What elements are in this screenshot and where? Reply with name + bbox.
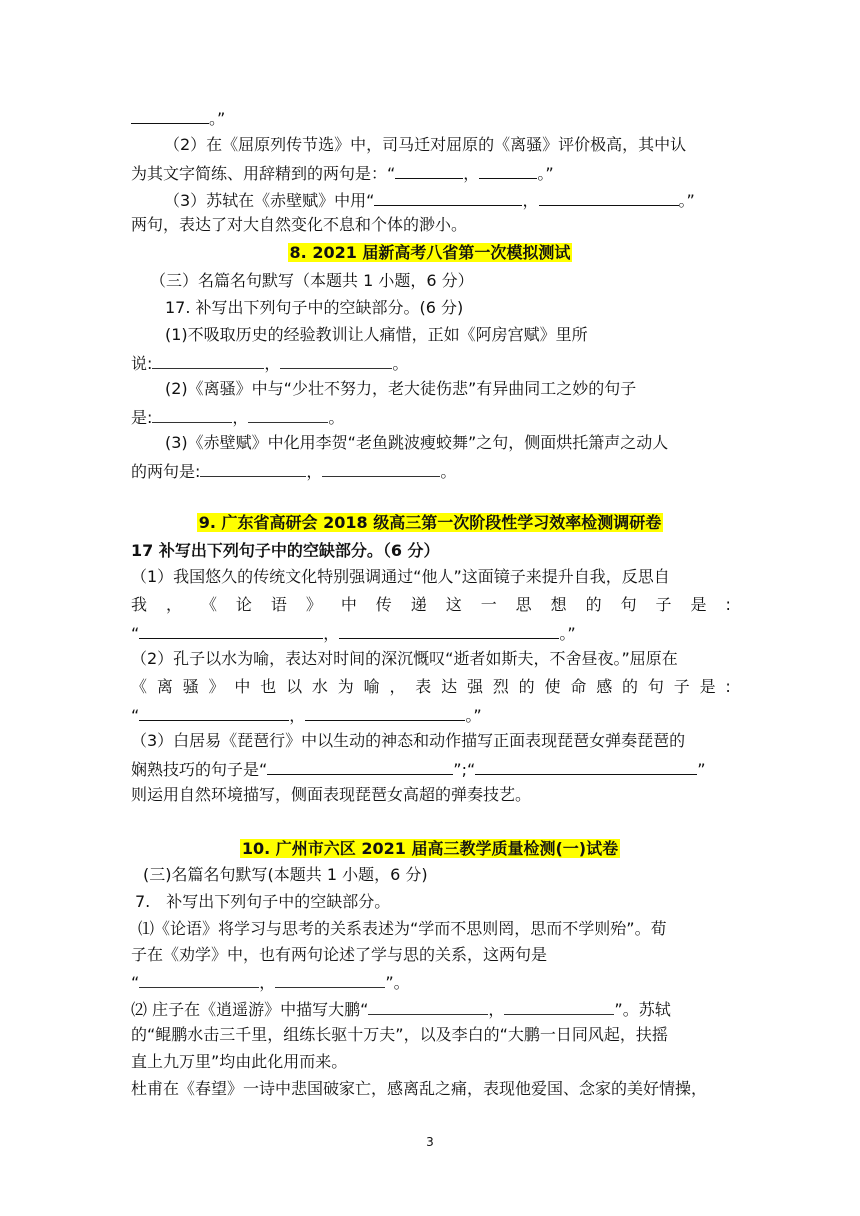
s10-q1-cont: 子在《劝学》中，也有两句论述了学与思的关系，这两句是 [131,945,548,964]
answer-blank[interactable] [475,757,697,775]
s9-q2: （2）孔子以水为喻，表达对时间的深沉慨叹“逝者如斯夫，不舍昼夜。”屈原在 [131,649,678,668]
s1-q3: （3）苏轼在《赤壁赋》中用“ ， 。” [164,188,764,212]
s10-q2-tail: 直上九万里”均由此化用而来。 [131,1052,348,1071]
s1-q2: （2）在《屈原列传节选》中，司马迁对屈原的《离骚》评价极高，其中认 [164,135,687,154]
s9-q2-cont [131,676,731,698]
justified-char: 》 [208,677,225,696]
s10-part: (三)名篇名句默写(本题共 1 小题，6 分) [143,865,428,884]
justified-char: 想 [550,595,567,614]
justified-char: 为 [337,677,354,696]
justified-char: 水 [311,677,328,696]
justified-char: : [725,677,731,696]
s9-q3-tail: 则运用自然环境描写，侧面表现琵琶女高超的弹奏技艺。 [131,785,532,804]
justified-char: ， [389,677,406,696]
justified-char: 传 [375,595,392,614]
justified-char: 离 [156,677,173,696]
s8-q3-cont: 的两句是: ， 。 [131,459,731,483]
answer-blank[interactable] [139,621,323,639]
justified-char: 句 [620,595,637,614]
s1-line0: 。” [131,106,731,130]
answer-blank[interactable] [322,459,440,477]
justified-char: 一 [480,595,497,614]
answer-blank[interactable] [139,970,259,988]
s8-q2: (2)《离骚》中与“少壮不努力，老大徒伤悲”有异曲同工之妙的句子 [165,379,637,398]
justified-char: 《 [131,677,148,696]
justified-char: 句 [647,677,664,696]
justified-char: 子 [655,595,672,614]
answer-blank[interactable] [267,757,453,775]
justified-char: 骚 [182,677,199,696]
s10-q1: ⑴《论语》将学习与思考的关系表述为“学而不思则罔，思而不学则殆”。荀 [138,919,667,938]
justified-char: 感 [596,677,613,696]
s8-q1-cont: 说: ， 。 [131,351,731,375]
justified-char: 使 [544,677,561,696]
justified-char: 递 [410,595,427,614]
s9-q3: （3）白居易《琵琶行》中以生动的神态和动作描写正面表现琵琶女弹奏琵琶的 [131,731,686,750]
answer-blank[interactable] [152,405,232,423]
justified-char: 喻 [363,677,380,696]
justified-char: 也 [260,677,277,696]
justified-char: 强 [466,677,483,696]
s9-q2-blanks: “ ， 。” [131,703,731,727]
page-number: 3 [426,1135,434,1149]
answer-blank[interactable] [479,161,537,179]
section-10-title: 10. 广州市六区 2021 届高三教学质量检测(一)试卷 [241,839,619,858]
justified-char: 以 [286,677,303,696]
answer-blank[interactable] [374,188,522,206]
s1-q2-cont: 为其文字简练、用辞精到的两句是：“ ， 。” [131,161,731,185]
s8-q2-cont: 是: ， 。 [131,405,731,429]
s10-q3: 杜甫在《春望》一诗中悲国破家亡，感离乱之痛，表现他爱国、念家的美好情操， [131,1079,708,1098]
answer-blank[interactable] [395,161,463,179]
s8-q1: (1)不吸取历史的经验教训让人痛惜，正如《阿房宫赋》里所 [165,325,588,344]
justified-char: 论 [235,595,252,614]
justified-char: 是 [690,595,707,614]
s8-part: （三）名篇名句默写（本题共 1 小题，6 分） [150,271,474,290]
justified-char: 是 [699,677,716,696]
justified-char: : [725,595,731,614]
answer-blank[interactable] [248,405,328,423]
s9-q1: （1）我国悠久的传统文化特别强调通过“他人”这面镜子来提升自我，反思自 [131,567,670,586]
justified-char: 这 [445,595,462,614]
justified-char: 的 [518,677,535,696]
s9-q3-cont: 娴熟技巧的句子是“ ”;“ ” [131,757,731,781]
section-9-title: 9. 广东省高研会 2018 级高三第一次阶段性学习效率检测调研卷 [198,513,662,532]
answer-blank[interactable] [152,351,264,369]
s1-q3-cont: 两句，表达了对大自然变化不息和个体的渺小。 [131,215,468,234]
answer-blank[interactable] [200,459,306,477]
justified-char: 思 [515,595,532,614]
s10-q2-cont: 的“鲲鹏水击三千里，组练长驱十万夫”，以及李白的“大鹏一日同风起，扶摇 [131,1025,668,1044]
answer-blank[interactable] [339,621,559,639]
justified-char: ， [165,595,182,614]
s10-q2: ⑵ 庄子在《逍遥游》中描写大鹏“ ， ”。苏轼 [131,997,731,1021]
s10-q1-blanks: “ ， ”。 [131,970,731,994]
answer-blank[interactable] [280,351,392,369]
section-8-title: 8. 2021 届新高考八省第一次模拟测试 [289,243,571,262]
justified-char: 子 [673,677,690,696]
justified-char: 中 [234,677,251,696]
justified-char: 中 [340,595,357,614]
s10-question: 7. 补写出下列句子中的空缺部分。 [135,892,391,911]
s9-heading: 17 补写出下列句子中的空缺部分。（6 分） [131,541,440,560]
answer-blank[interactable] [305,703,465,721]
justified-char: 《 [200,595,217,614]
justified-char: 的 [622,677,639,696]
s9-q1-blanks: “ ， 。” [131,621,731,645]
justified-char: 我 [131,595,148,614]
justified-char: 的 [585,595,602,614]
justified-char: 语 [270,595,287,614]
answer-blank[interactable] [139,703,289,721]
justified-char: 达 [441,677,458,696]
answer-blank[interactable] [131,106,209,124]
justified-char: 命 [570,677,587,696]
s9-q1-cont [131,594,731,616]
justified-char: 》 [305,595,322,614]
s8-question: 17. 补写出下列句子中的空缺部分。(6 分) [165,298,464,317]
answer-blank[interactable] [504,997,614,1015]
answer-blank[interactable] [539,188,679,206]
justified-char: 烈 [492,677,509,696]
answer-blank[interactable] [368,997,488,1015]
justified-char: 表 [415,677,432,696]
answer-blank[interactable] [275,970,385,988]
s8-q3: (3)《赤壁赋》中化用李贺“老鱼跳波瘦蛟舞”之句，侧面烘托箫声之动人 [165,433,669,452]
